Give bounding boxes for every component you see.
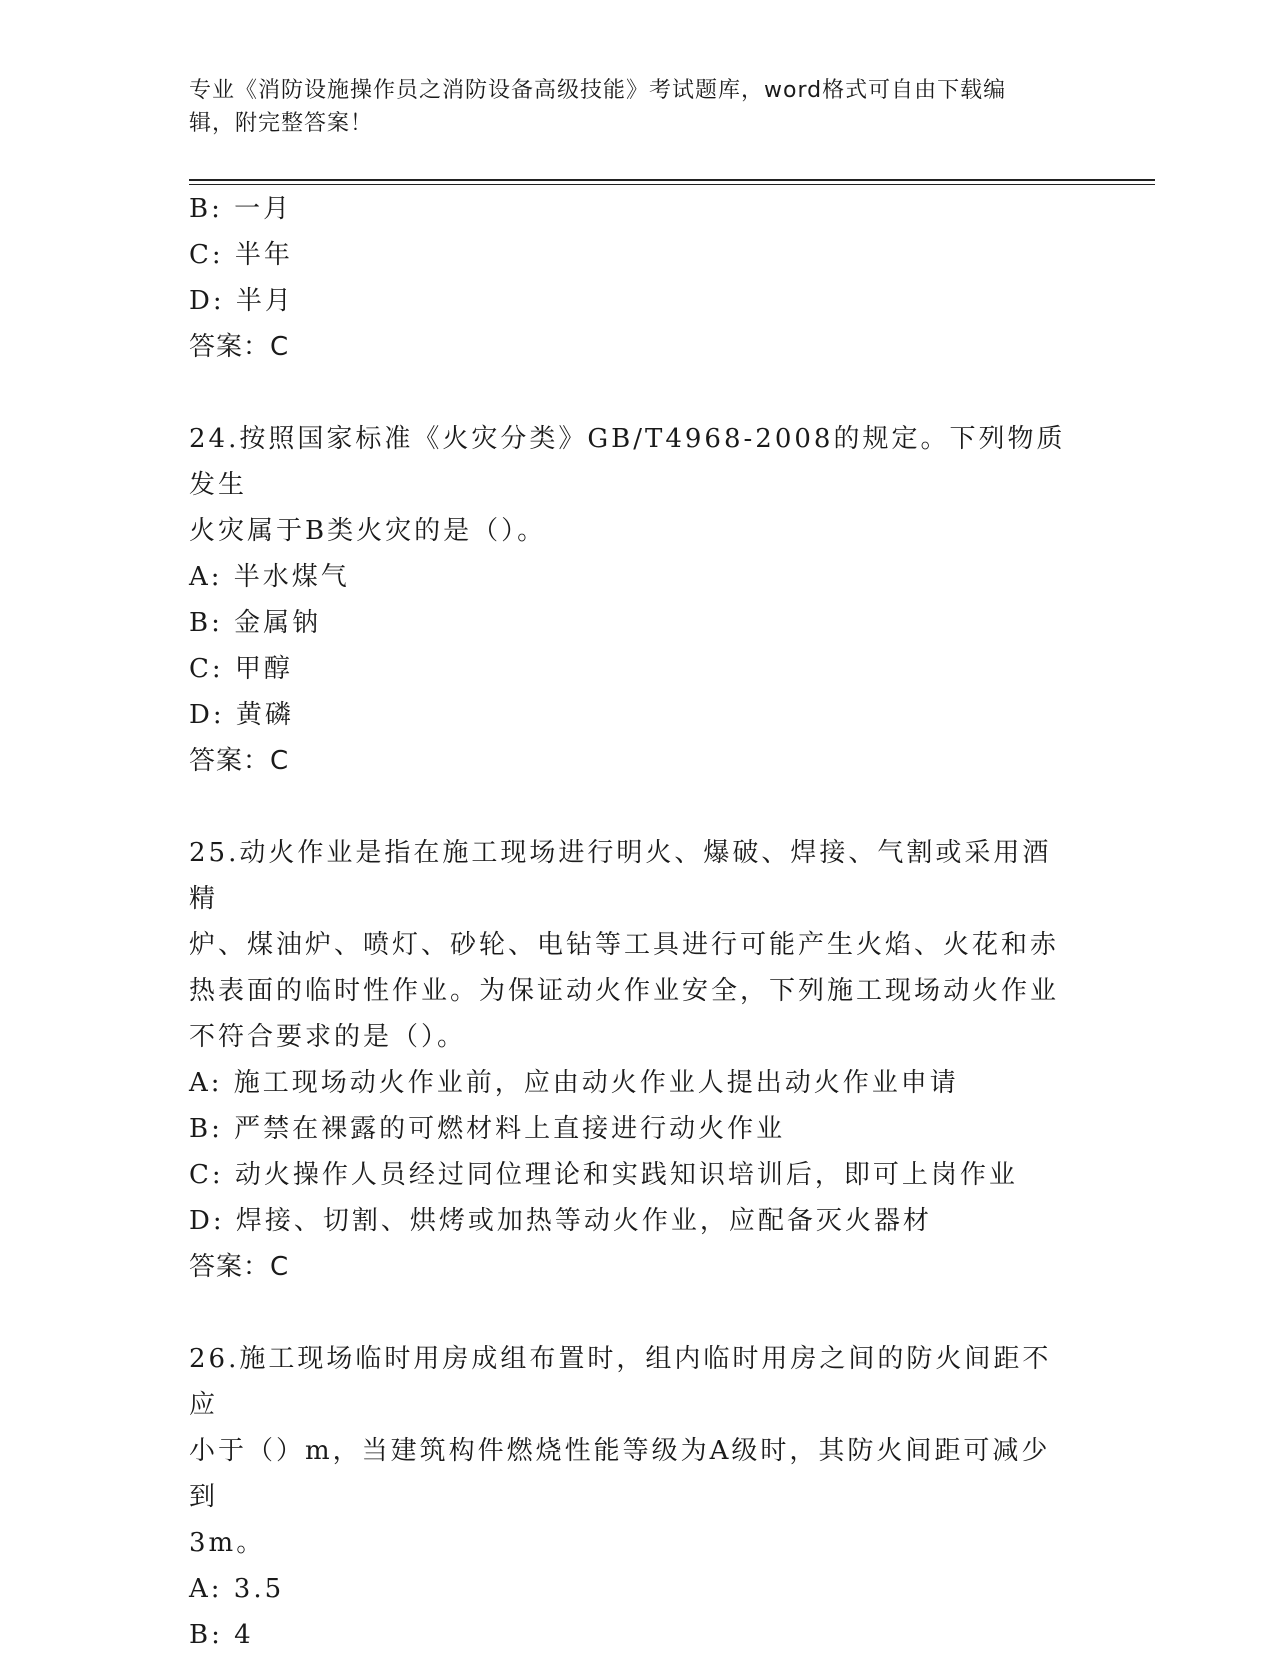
question-stem-line: 小于（）m，当建筑构件燃烧性能等级为A级时，其防火间距可减少到 [189, 1436, 1051, 1512]
question-24 [189, 416, 1089, 784]
option-b: B: 一月 [189, 194, 293, 224]
question-stem-line: 26.施工现场临时用房成组布置时，组内临时用房之间的防火间距不应 [189, 1344, 1052, 1420]
option-a: A: 施工现场动火作业前，应由动火作业人提出动火作业申请 [189, 1068, 959, 1098]
option-a: A: 3.5 [189, 1574, 285, 1604]
question-spacer [189, 370, 1089, 416]
answer-line: 答案：C [189, 1252, 290, 1282]
question-26 [189, 1336, 1089, 1658]
question-stem-line: 不符合要求的是（）。 [189, 1022, 467, 1052]
option-c: C: 动火操作人员经过同位理论和实践知识培训后，即可上岗作业 [189, 1160, 1018, 1190]
option-b: B: 4 [189, 1620, 254, 1650]
option-d: D: 黄磷 [189, 700, 294, 730]
option-d: D: 半月 [189, 286, 294, 316]
question-stem-line: 25.动火作业是指在施工现场进行明火、爆破、焊接、气割或采用酒精 [189, 838, 1052, 914]
question-stem-line: 炉、煤油炉、喷灯、砂轮、电钻等工具进行可能产生火焰、火花和赤 [189, 930, 1060, 960]
question-stem-line: 24.按照国家标准《火灾分类》GB/T4968-2008的规定。下列物质发生 [189, 424, 1066, 500]
option-c: C: 半年 [189, 240, 293, 270]
page-header [189, 74, 1069, 140]
option-d: D: 焊接、切割、烘烤或加热等动火作业，应配备灭火器材 [189, 1206, 932, 1236]
option-b: B: 严禁在裸露的可燃材料上直接进行动火作业 [189, 1114, 786, 1144]
answer-line: 答案：C [189, 746, 290, 776]
question-25 [189, 830, 1089, 1290]
option-a: A: 半水煤气 [189, 562, 350, 592]
header-divider-thick [189, 179, 1155, 181]
question-stem-line: 3m。 [189, 1528, 266, 1558]
header-divider-thin [189, 184, 1155, 185]
answer-line: 答案：C [189, 332, 290, 362]
question-spacer [189, 784, 1089, 830]
question-stem-line: 热表面的临时性作业。为保证动火作业安全，下列施工现场动火作业 [189, 976, 1060, 1006]
option-b: B: 金属钠 [189, 608, 322, 638]
question-spacer [189, 1290, 1089, 1336]
option-c: C: 甲醇 [189, 654, 293, 684]
prev-question-tail [189, 186, 1089, 370]
question-list [189, 186, 1089, 1658]
question-stem-line: 火灾属于B类火灾的是（）。 [189, 516, 547, 546]
header-line-2: 辑，附完整答案！ [189, 111, 374, 136]
header-line-1: 专业《消防设施操作员之消防设备高级技能》考试题库，word格式可自由下载编 [189, 78, 1007, 103]
